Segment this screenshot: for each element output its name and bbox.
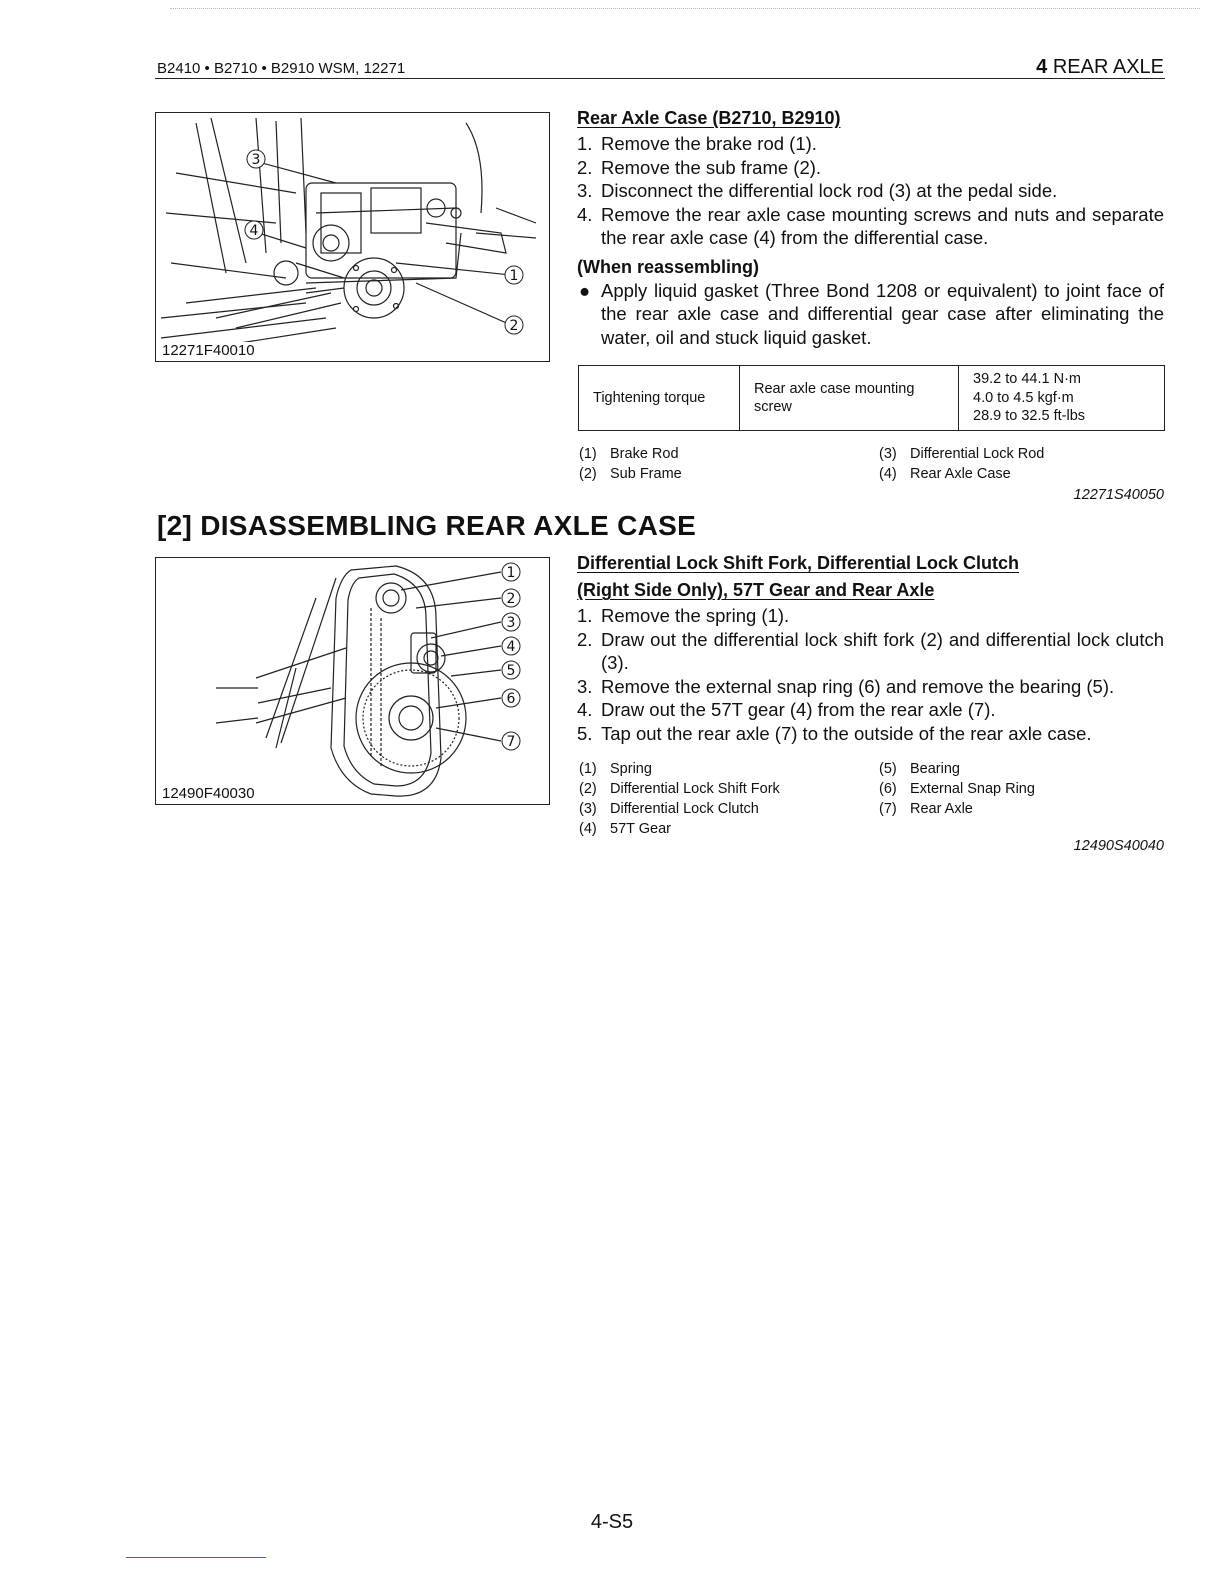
callout-7: 7 [506,734,516,750]
section-rear-axle-case [577,105,1164,349]
manual-id: B2410 • B2710 • B2910 WSM, 12271 [157,60,406,77]
legend-item: (6) External Snap Ring [879,781,1035,797]
step-item: 1. Remove the brake rod (1). [577,133,817,154]
legend-item: (3) Differential Lock Rod [879,446,1045,462]
callout-3: 3 [251,152,261,168]
bullet-icon: ● [579,279,591,301]
step-item: 3. Disconnect the differential lock rod (3) at the pedal side. [577,180,1058,201]
legend-item: (1) Spring [579,761,652,777]
legend-item: (2) Sub Frame [579,466,682,482]
legend-item: (2) Differential Lock Shift Fork [579,781,780,797]
callout-4: 4 [249,223,259,239]
legend-left [579,444,879,484]
callout-1: 1 [509,268,519,284]
rear-axle-case-figure [155,112,550,362]
reassembly-heading: (When reassembling) [577,256,760,277]
reference-code: 12490S40040 [1073,838,1164,854]
section-diff-lock [577,550,1164,745]
reference-code: 12271S40050 [1073,487,1164,503]
callout-1: 1 [506,565,516,581]
legend-item: (7) Rear Axle [879,801,973,817]
legend-item: (5) Bearing [879,761,960,777]
step-item: 2. Draw out the differential lock shift fork (2) and differential lock clutch (3). [577,628,1164,673]
legend-right [879,444,1165,484]
callout-2: 2 [506,591,516,607]
callout-6: 6 [506,691,516,707]
step-item: 5. Tap out the rear axle (7) to the outside of the rear axle case. [577,722,1092,744]
callout-3: 3 [506,615,516,631]
torque-label: Tightening torque [579,366,740,431]
legend-item: (1) Brake Rod [579,446,679,462]
chapter-number: 4 [1036,56,1048,78]
scan-artifact-line [170,8,1200,9]
callout-4: 4 [506,639,516,655]
reassembly-note: ● Apply liquid gasket (Three Bond 1208 or equivalent) to joint face of the rear axle case and differential gear case after eliminating the water, oil and stuck liquid gasket. [579,279,1164,348]
torque-table [578,365,1165,431]
legend-item: (4) Rear Axle Case [879,466,1011,482]
step-item: 2. Remove the sub frame (2). [577,156,822,178]
chapter-header [1036,56,1164,79]
page-number: 4-S5 [590,1511,634,1533]
legend-item: (3) Differential Lock Clutch [579,801,759,817]
rear-axle-case-illustration [156,113,549,361]
callout-5: 5 [506,663,516,679]
step-list [577,604,1164,745]
header-rule [155,78,1165,79]
rear-axle-gear-illustration [156,558,549,804]
chapter-title: [2] DISASSEMBLING REAR AXLE CASE [157,510,697,541]
chapter-name: REAR AXLE [1052,56,1164,78]
legend-right [879,759,1165,819]
step-item: 3. Remove the external snap ring (6) and remove the bearing (5). [577,675,1115,697]
section-title-line1: Differential Lock Shift Fork, Differential Lock Clutch [577,553,1020,573]
legend-left [579,759,879,839]
figure-id: 12271F40010 [162,342,255,359]
step-item: 4. Remove the rear axle case mounting screws and nuts and separate the rear axle case (4) from the differential case. [577,203,1164,248]
step-list [577,132,1164,250]
footer-link-line [126,1557,266,1558]
step-item: 1. Remove the spring (1). [577,605,790,626]
callout-2: 2 [509,318,519,334]
section-title-line2: (Right Side Only), 57T Gear and Rear Axle [577,580,935,600]
torque-values: 39.2 to 44.1 N·m 4.0 to 4.5 kgf·m 28.9 to 32.5 ft-lbs [959,366,1165,431]
legend-item: (4) 57T Gear [579,821,671,837]
section-title: Rear Axle Case (B2710, B2910) [577,108,841,128]
step-item: 4. Draw out the 57T gear (4) from the rear axle (7). [577,699,996,720]
rear-axle-disassembly-figure [155,557,550,805]
torque-item: Rear axle case mounting screw [740,366,959,431]
figure-id: 12490F40030 [162,785,255,802]
